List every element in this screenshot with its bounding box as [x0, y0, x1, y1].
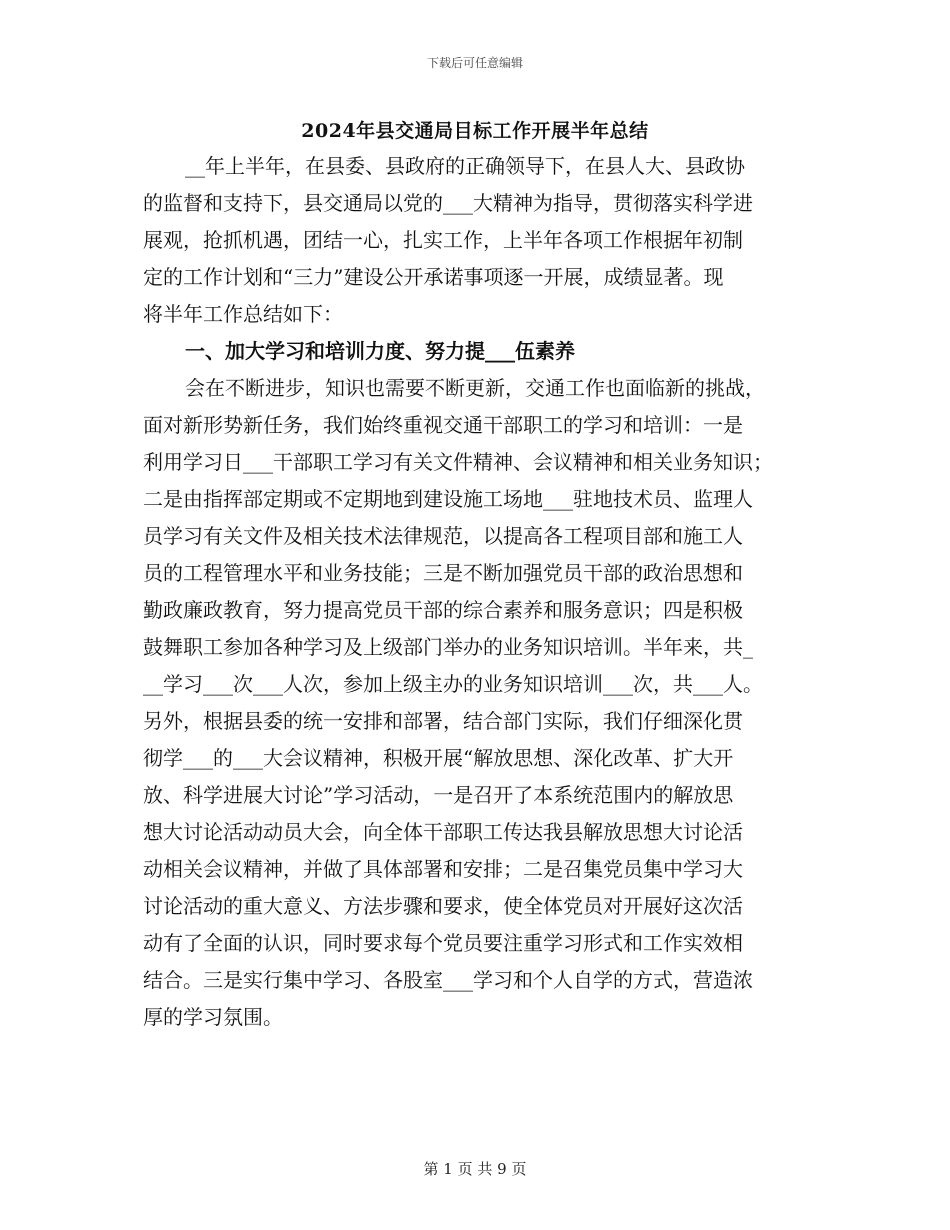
body-line: 展观，抢抓机遇，团结一心，扎实工作，上半年各项工作根据年初制 [143, 228, 743, 252]
body-line: 讨论活动的重大意义、方法步骤和要求，使全体党员对开展好这次活 [143, 894, 743, 918]
body-line: 动相关会议精神，并做了具体部署和安排；二是召集党员集中学习大 [143, 857, 743, 881]
body-line: 将半年工作总结如下： [143, 302, 343, 326]
body-line: 二是由指挥部定期或不定期地到建设施工场地___驻地技术员、监理人 [143, 487, 753, 511]
body-line: 勤政廉政教育，努力提高党员干部的综合素养和服务意识；四是积极 [143, 598, 743, 622]
document-body [143, 148, 805, 1036]
body-line: 面对新形势新任务，我们始终重视交通干部职工的学习和培训：一是 [143, 413, 743, 437]
body-line: 结合。三是实行集中学习、各股室___学习和个人自学的方式，营造浓 [143, 968, 753, 992]
body-line: 利用学习日___干部职工学习有关文件精神、会议精神和相关业务知识； [143, 450, 773, 474]
body-line: 会在不断进步，知识也需要不断更新，交通工作也面临新的挑战， [185, 376, 765, 400]
body-line: __学习___次___人次，参加上级主办的业务知识培训___次，共___人。 [143, 672, 763, 696]
section-heading: 一、加大学习和培训力度、努力提___伍素养 [185, 339, 575, 363]
body-line: 鼓舞职工参加各种学习及上级部门举办的业务知识培训。半年来，共_ [143, 635, 753, 659]
body-line: 员学习有关文件及相关技术法律规范，以提高各工程项目部和施工人 [143, 524, 743, 548]
body-line: 彻学___的___大会议精神，积极开展“解放思想、深化改革、扩大开 [143, 746, 734, 770]
header-note: 下载后可任意编辑 [426, 56, 523, 70]
body-line: 员的工程管理水平和业务技能；三是不断加强党员干部的政治思想和 [143, 561, 743, 585]
body-line: 的监督和支持下，县交通局以党的___大精神为指导，贯彻落实科学进 [143, 191, 753, 215]
page-footer: 第 1 页 共 9 页 [423, 1160, 527, 1178]
body-line: 定的工作计划和“三力”建设公开承诺事项逐一开展，成绩显著。现 [143, 265, 724, 289]
document-title: 2024年县交通局目标工作开展半年总结 [301, 120, 649, 142]
body-line: 另外，根据县委的统一安排和部署，结合部门实际，我们仔细深化贯 [143, 709, 743, 733]
body-line: 想大讨论活动动员大会，向全体干部职工传达我县解放思想大讨论活 [143, 820, 743, 844]
body-line: 厚的学习氛围。 [143, 1005, 283, 1029]
body-line: __年上半年，在县委、县政府的正确领导下，在县人大、县政协 [185, 154, 745, 178]
body-line: 放、科学进展大讨论”学习活动，一是召开了本系统范围内的解放思 [143, 783, 734, 807]
body-line: 动有了全面的认识，同时要求每个党员要注重学习形式和工作实效相 [143, 931, 743, 955]
